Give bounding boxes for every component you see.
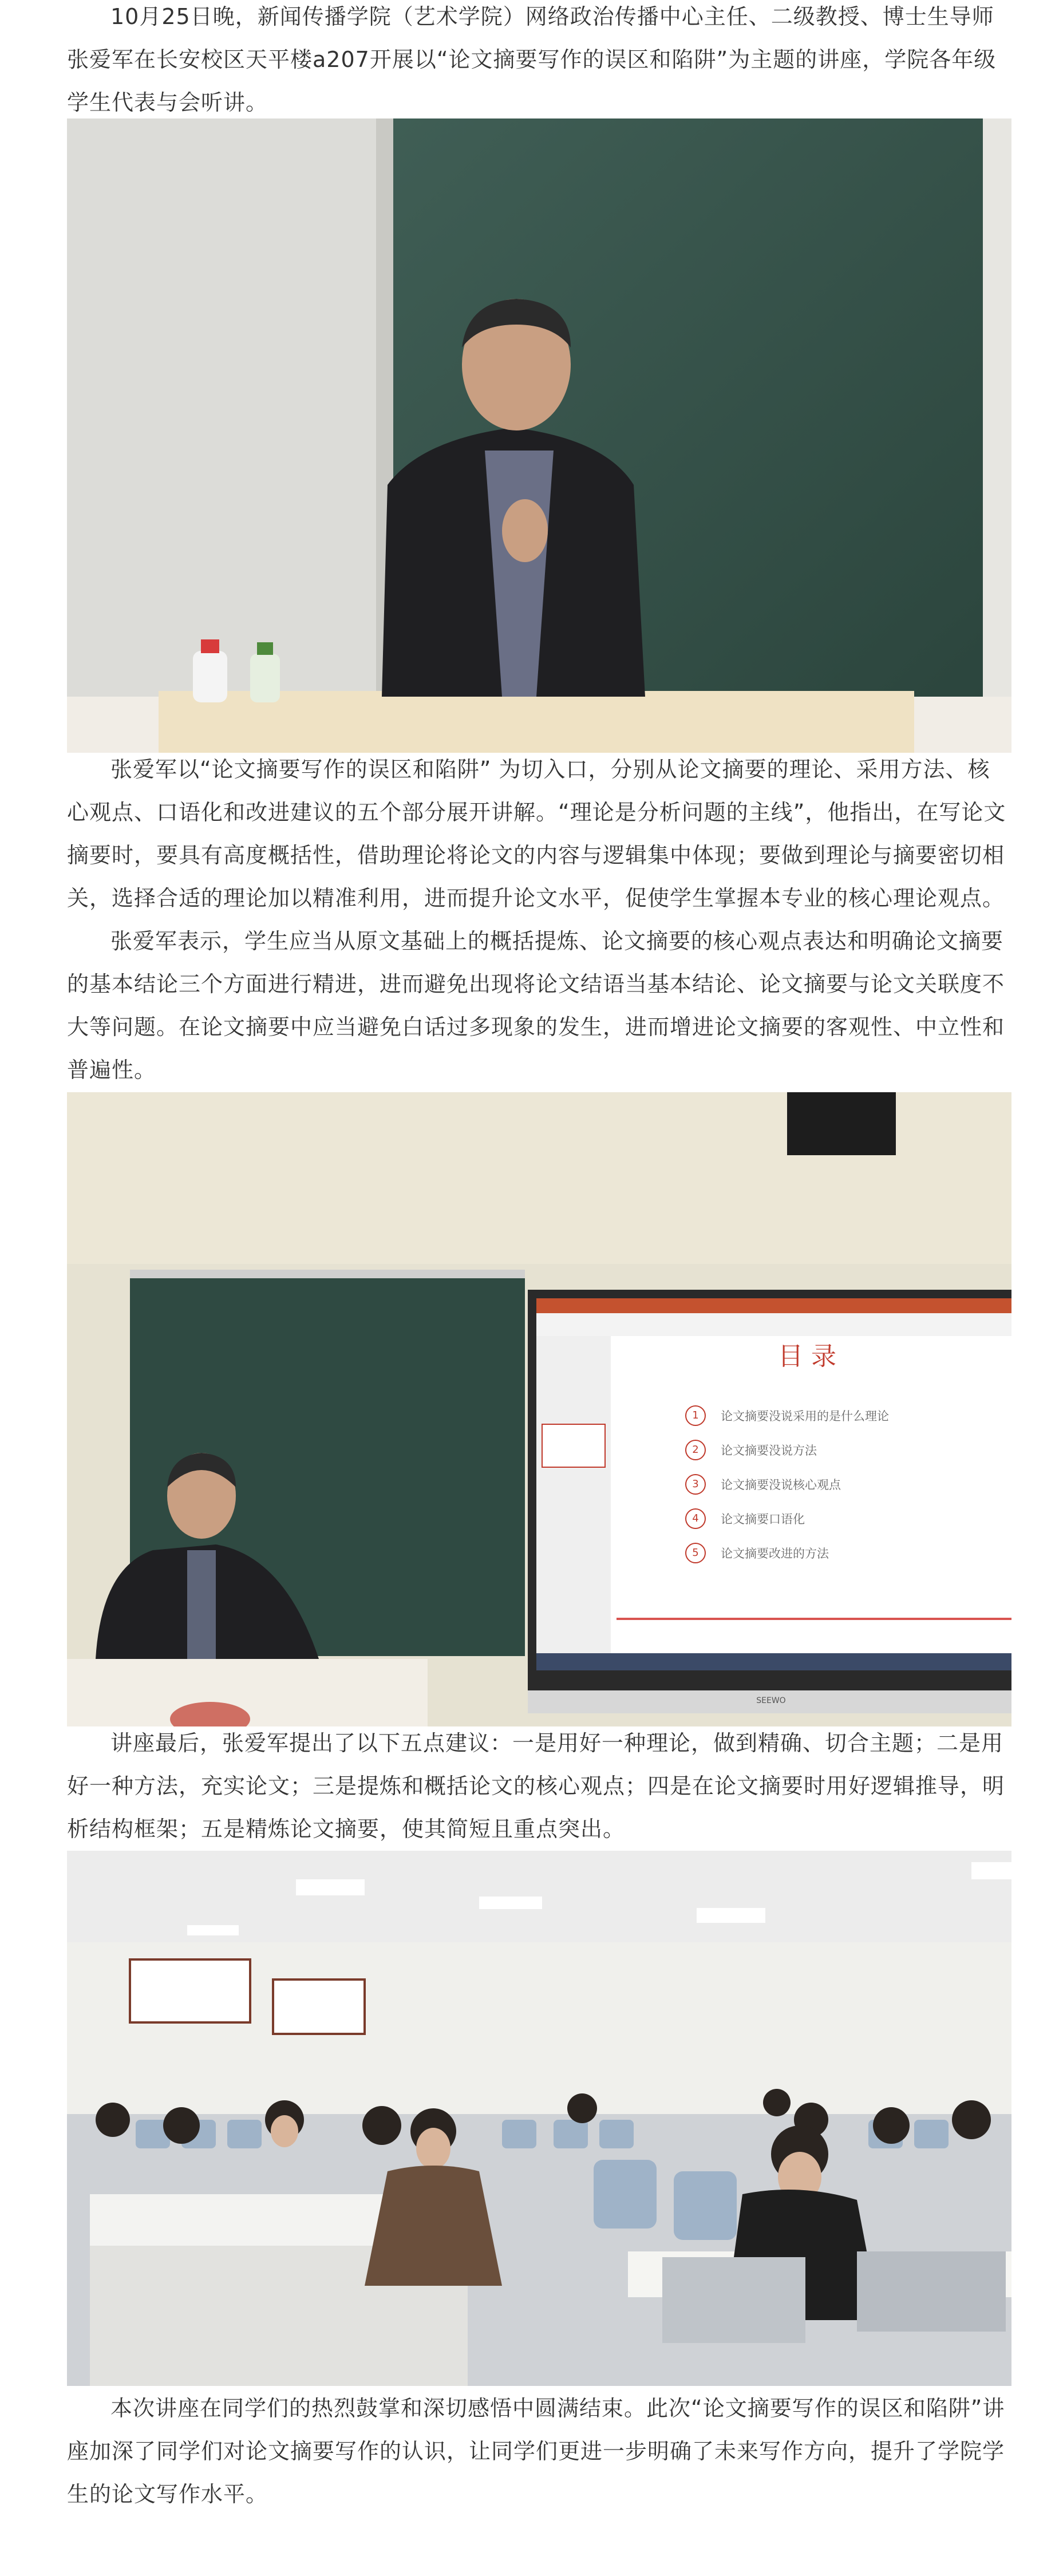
slide-item-text: 论文摘要改进的方法 <box>721 1547 829 1560</box>
photo-speaker-chalkboard-image <box>67 118 1011 753</box>
paragraph-intro: 10月25日晚，新闻传播学院（艺术学院）网络政治传播中心主任、二级教授、博士生导师张爱军在长安校区天平楼a207开展以“论文摘要写作的误区和陷阱”为主题的讲座，学院各年级学生代表与会听讲。 <box>67 4 997 115</box>
slide-item-number: 3 <box>685 1474 706 1495</box>
slide-item-text: 论文摘要没说核心观点 <box>721 1478 841 1492</box>
photo-audience-image <box>67 1851 1011 2386</box>
slide-content <box>639 1336 983 1622</box>
slide-item-list <box>685 1398 983 1570</box>
slide-item-text: 论文摘要没说方法 <box>721 1444 817 1457</box>
slide-item <box>685 1433 983 1467</box>
photo-speaker-slide <box>67 1092 1011 1726</box>
slide-item <box>685 1536 983 1570</box>
paragraph-improvement: 张爱军表示，学生应当从原文基础上的概括提炼、论文摘要的核心观点表达和明确论文摘要的基本结论三个方面进行精进，进而避免出现将论文结语当基本结论、论文摘要与论文关联度不大等问题。在论文摘要中应当避免白话过多现象的发生，进而增进论文摘要的客观性、中立性和普遍性。 <box>67 929 1005 1082</box>
slide-item-number: 2 <box>685 1440 706 1460</box>
slide-item-number: 1 <box>685 1405 706 1426</box>
paragraph-conclusion: 本次讲座在同学们的热烈鼓掌和深切感悟中圆满结束。此次“论文摘要写作的误区和陷阱”讲座加深了同学们对论文摘要写作的认识，让同学们更进一步明确了未来写作方向，提升了学院学生的论文写作水平。 <box>67 2396 1005 2507</box>
photo-audience <box>67 1851 1011 2386</box>
slide-item-text: 论文摘要口语化 <box>721 1512 805 1526</box>
paragraph-suggestions: 讲座最后，张爱军提出了以下五点建议：一是用好一种理论，做到精确、切合主题；二是用好一种方法，充实论文；三是提炼和概括论文的核心观点；四是在论文摘要时用好逻辑推导，明析结构框架；五是精炼论文摘要，使其简短且重点突出。 <box>67 1730 1005 1842</box>
slide-item-number: 5 <box>685 1543 706 1563</box>
slide-item <box>685 1502 983 1536</box>
slide-title: 目录 <box>778 1342 844 1371</box>
slide-item <box>685 1467 983 1502</box>
slide-item <box>685 1398 983 1433</box>
paragraph-theory: 张爱军以“论文摘要写作的误区和陷阱” 为切入口，分别从论文摘要的理论、采用方法、核心观点、口语化和改进建议的五个部分展开讲解。“理论是分析问题的主线”，他指出，在写论文摘要时，要具有高度概括性，借助理论将论文的内容与逻辑集中体现；要做到理论与摘要密切相关，选择合适的理论加以精准利用，进而提升论文水平，促使学生掌握本专业的核心理论观点。 <box>67 757 1006 911</box>
photo-speaker-chalkboard <box>67 118 1011 753</box>
slide-item-number: 4 <box>685 1508 706 1529</box>
monitor-brand-logo: SEEWO <box>756 1696 786 1705</box>
slide-item-text: 论文摘要没说采用的是什么理论 <box>721 1409 889 1423</box>
